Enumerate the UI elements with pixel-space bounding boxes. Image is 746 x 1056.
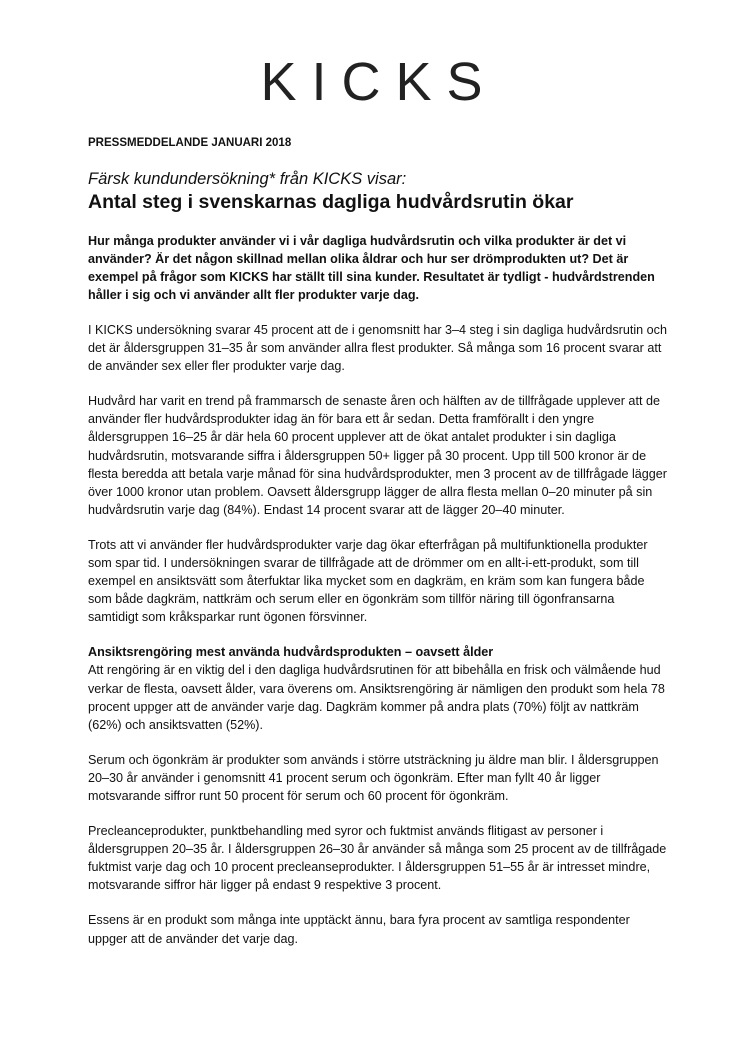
press-release-label: PRESSMEDDELANDE JANUARI 2018 xyxy=(88,137,292,149)
paragraph-4: Att rengöring är en viktig del i den dagliga hudvårdsrutinen för att bibehålla en frisk och välmående hud verkar de flesta, oavsett ålder, vara överens om. Ansiktsrengöring är nämligen den produkt som hela 78 procent uppger att de använder varje dag. Dagkräm kommer på andra plats (70%) följt av nattkräm (62%) och ansiktsvatten (52%). xyxy=(88,663,665,732)
kicks-logo: KICKS xyxy=(260,52,498,112)
paragraph-6: Precleanceprodukter, punktbehandling med syror och fuktmist används flitigast av personer i åldersgruppen 20–35 år. I åldersgruppen 26–30 år använder så många som 25 procent av de tillfrågade fuktmist varje dag och 10 procent precleanseprodukter. I åldersgruppen 51–55 år är intresset mindre, motsvarande siffror här ligger på endast 9 respektive 3 procent. xyxy=(88,824,667,893)
headline: Antal steg i svenskarnas dagliga hudvårdsrutin ökar xyxy=(88,191,574,213)
paragraph-7: Essens är en produkt som många inte upptäckt ännu, bara fyra procent av samtliga respondenter uppger att de använder det varje dag. xyxy=(88,913,630,946)
press-release-body xyxy=(88,136,668,965)
subheading: Ansiktsrengöring mest använda hudvårdsprodukten – oavsett ålder xyxy=(88,645,494,660)
lead-paragraph: Hur många produkter använder vi i vår dagliga hudvårdsrutin och vilka produkter är det vi använder? Är det någon skillnad mellan olika åldrar och hur ser drömprodukten ut? Det är exempel på frågor som KICKS har ställt till sina kunder. Resultatet är tydligt - hudvårdstrenden håller i sig och vi använder allt fler produkter varje dag. xyxy=(88,234,655,302)
paragraph-2: Hudvård har varit en trend på frammarsch de senaste åren och hälften av de tillfrågade upplever att de använder fler hudvårdsprodukter idag än för bara ett år sedan. Detta framförallt i den yngre åldersgruppen 16–25 år där hela 60 procent upplever att de ökat antalet produkter i sin dagliga hudvårdsrutin, motsvarande siffra i åldersgruppen 50+ ligger på 30 procent. Upp till 500 kronor är de flesta beredda att betala varje månad för sina hudvårdsprodukter, men 3 procent av de tillfrågade lägger över 1000 kronor utan problem. Oavsett åldersgrupp lägger de allra flesta mellan 0–20 minuter på sin hudvårdsrutin varje dag (84%). Endast 14 procent svarar att de lägger 20–40 minuter. xyxy=(88,394,667,517)
paragraph-1: I KICKS undersökning svarar 45 procent att de i genomsnitt har 3–4 steg i sin dagliga hudvårdsrutin och det är åldersgruppen 31–35 år som använder allra flest produkter. Så många som 16 procent svarar att de använder sex eller fler produkter varje dag. xyxy=(88,323,667,374)
kicker: Färsk kundundersökning* från KICKS visar: xyxy=(88,170,407,188)
paragraph-3: Trots att vi använder fler hudvårdsprodukter varje dag ökar efterfrågan på multifunktionella produkter som spar tid. I undersökningen svarar de tillfrågade att de drömmer om en allt-i-ett-produkt, som till exempel en ansiktsvätt som återfuktar lika mycket som en dagkräm, en kräm som kan fungera både som både dagkräm, nattkräm och serum eller en ögonkräm som tillför näring till ögonfransarna samtidigt som kråksparkar runt ögonen försvinner. xyxy=(88,537,648,625)
paragraph-5: Serum och ögonkräm är produkter som används i större utsträckning ju äldre man blir. I åldersgruppen 20–30 år använder i genomsnitt 41 procent serum och ögonkräm. Efter man fyllt 40 år ligger motsvarande siffror runt 50 procent för serum och 60 procent för ögonkräm. xyxy=(88,752,659,803)
